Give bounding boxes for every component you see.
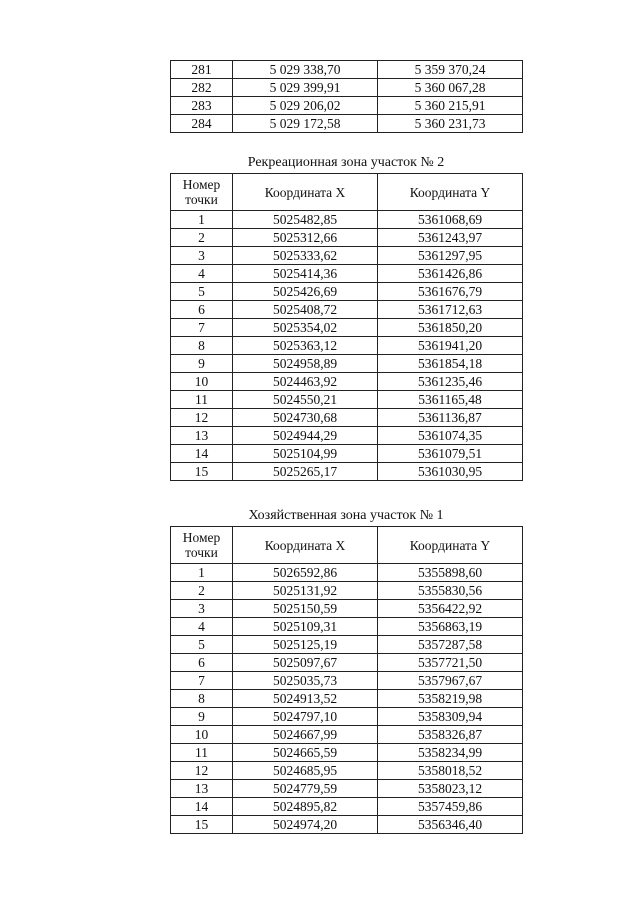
- coordinate-y-cell: 5361850,20: [378, 319, 523, 337]
- coordinate-y-cell: 5357287,58: [378, 636, 523, 654]
- coordinate-y-cell: 5361712,63: [378, 301, 523, 319]
- point-number-cell: 13: [171, 427, 233, 445]
- table-row: [171, 247, 523, 265]
- table-row: [171, 301, 523, 319]
- coordinate-y-cell: 5355830,56: [378, 582, 523, 600]
- coordinate-y-cell: 5357967,67: [378, 672, 523, 690]
- coordinate-y-cell: 5361030,95: [378, 463, 523, 481]
- coordinate-x-cell: 5025333,62: [233, 247, 378, 265]
- coordinate-x-cell: 5025312,66: [233, 229, 378, 247]
- point-number-cell: 6: [171, 654, 233, 672]
- coordinate-y-cell: 5361854,18: [378, 355, 523, 373]
- economic-zone-caption: Хозяйственная зона участок № 1: [248, 508, 444, 523]
- point-number-cell: 2: [171, 582, 233, 600]
- point-number-cell: 9: [171, 355, 233, 373]
- table-row: [171, 337, 523, 355]
- point-number-cell: 12: [171, 762, 233, 780]
- point-number-cell: 9: [171, 708, 233, 726]
- table-row: [171, 762, 523, 780]
- coordinate-y-cell: 5358023,12: [378, 780, 523, 798]
- point-number-cell: 12: [171, 409, 233, 427]
- point-number-cell: 10: [171, 373, 233, 391]
- point-number-cell: 14: [171, 798, 233, 816]
- table-row: [171, 211, 523, 229]
- point-number-cell: 3: [171, 600, 233, 618]
- point-number-cell: 7: [171, 672, 233, 690]
- coordinate-x-cell: 5025035,73: [233, 672, 378, 690]
- coordinate-y-cell: 5 359 370,24: [378, 61, 523, 79]
- table-row: [171, 79, 523, 97]
- table-row: [171, 618, 523, 636]
- coordinate-x-cell: 5025354,02: [233, 319, 378, 337]
- table-row: [171, 463, 523, 481]
- coordinate-y-cell: 5356863,19: [378, 618, 523, 636]
- table-row: [171, 373, 523, 391]
- header-point-number: Номер точки: [171, 174, 233, 211]
- coordinate-y-cell: 5356422,92: [378, 600, 523, 618]
- coordinate-x-cell: 5026592,86: [233, 564, 378, 582]
- table-row: [171, 115, 523, 133]
- table-row: [171, 798, 523, 816]
- coordinate-x-cell: 5 029 399,91: [233, 79, 378, 97]
- point-number-cell: 15: [171, 816, 233, 834]
- coordinate-y-cell: 5 360 231,73: [378, 115, 523, 133]
- coordinate-y-cell: 5 360 215,91: [378, 97, 523, 115]
- point-number-cell: 283: [171, 97, 233, 115]
- table-row: [171, 708, 523, 726]
- coordinate-x-cell: 5025363,12: [233, 337, 378, 355]
- point-number-cell: 1: [171, 564, 233, 582]
- table-row: [171, 672, 523, 690]
- coordinate-y-cell: 5361074,35: [378, 427, 523, 445]
- point-number-cell: 281: [171, 61, 233, 79]
- coordinate-x-cell: 5025408,72: [233, 301, 378, 319]
- coordinate-y-cell: 5356346,40: [378, 816, 523, 834]
- point-number-cell: 2: [171, 229, 233, 247]
- point-number-cell: 1: [171, 211, 233, 229]
- point-number-cell: 282: [171, 79, 233, 97]
- coordinate-y-cell: 5361243,97: [378, 229, 523, 247]
- point-number-cell: 13: [171, 780, 233, 798]
- economic-zone-table: [170, 526, 523, 834]
- table-row: [171, 600, 523, 618]
- coordinate-y-cell: 5361079,51: [378, 445, 523, 463]
- point-number-cell: 8: [171, 337, 233, 355]
- table-header-row: [171, 527, 523, 564]
- coordinate-x-cell: 5024797,10: [233, 708, 378, 726]
- table-row: [171, 816, 523, 834]
- coordinate-x-cell: 5025131,92: [233, 582, 378, 600]
- header-coordinate-y: Координата Y: [378, 527, 523, 564]
- table-row: [171, 564, 523, 582]
- point-number-cell: 8: [171, 690, 233, 708]
- header-point-number: Номер точки: [171, 527, 233, 564]
- table-row: [171, 636, 523, 654]
- coordinate-y-cell: 5358234,99: [378, 744, 523, 762]
- economic-table-body: [171, 564, 523, 834]
- table-row: [171, 445, 523, 463]
- coordinate-y-cell: 5358326,87: [378, 726, 523, 744]
- coordinate-y-cell: 5358219,98: [378, 690, 523, 708]
- table-row: [171, 355, 523, 373]
- coordinate-x-cell: 5025265,17: [233, 463, 378, 481]
- coordinate-y-cell: 5361165,48: [378, 391, 523, 409]
- coordinate-x-cell: 5024667,99: [233, 726, 378, 744]
- point-number-cell: 5: [171, 636, 233, 654]
- header-coordinate-x: Координата X: [233, 527, 378, 564]
- point-number-cell: 6: [171, 301, 233, 319]
- point-number-cell: 4: [171, 618, 233, 636]
- point-number-cell: 5: [171, 283, 233, 301]
- table-row: [171, 283, 523, 301]
- point-number-cell: 3: [171, 247, 233, 265]
- table-row: [171, 654, 523, 672]
- coordinate-x-cell: 5024730,68: [233, 409, 378, 427]
- table-row: [171, 690, 523, 708]
- coordinate-x-cell: 5025097,67: [233, 654, 378, 672]
- table-row: [171, 391, 523, 409]
- point-number-cell: 11: [171, 744, 233, 762]
- coordinate-y-cell: 5 360 067,28: [378, 79, 523, 97]
- point-number-cell: 15: [171, 463, 233, 481]
- table-row: [171, 744, 523, 762]
- coordinate-x-cell: 5024463,92: [233, 373, 378, 391]
- coordinate-x-cell: 5024665,59: [233, 744, 378, 762]
- coordinate-x-cell: 5024944,29: [233, 427, 378, 445]
- table-row: [171, 61, 523, 79]
- table-row: [171, 582, 523, 600]
- point-number-cell: 10: [171, 726, 233, 744]
- header-coordinate-x: Координата X: [233, 174, 378, 211]
- coordinate-x-cell: 5024958,89: [233, 355, 378, 373]
- coordinate-y-cell: 5361297,95: [378, 247, 523, 265]
- coordinate-x-cell: 5 029 172,58: [233, 115, 378, 133]
- point-number-cell: 7: [171, 319, 233, 337]
- table-header-row: [171, 174, 523, 211]
- coordinate-y-cell: 5358018,52: [378, 762, 523, 780]
- coordinate-x-cell: 5024913,52: [233, 690, 378, 708]
- recreational-zone-caption: Рекреационная зона участок № 2: [247, 155, 445, 170]
- coordinate-x-cell: 5024779,59: [233, 780, 378, 798]
- point-number-cell: 284: [171, 115, 233, 133]
- coordinate-y-cell: 5357459,86: [378, 798, 523, 816]
- coordinate-x-cell: 5025482,85: [233, 211, 378, 229]
- recreational-zone-table: [170, 173, 523, 481]
- coordinate-y-cell: 5361941,20: [378, 337, 523, 355]
- coordinate-y-cell: 5358309,94: [378, 708, 523, 726]
- coordinate-y-cell: 5361676,79: [378, 283, 523, 301]
- coordinate-y-cell: 5361235,46: [378, 373, 523, 391]
- coordinate-y-cell: 5361068,69: [378, 211, 523, 229]
- recreational-table-body: [171, 211, 523, 481]
- table-row: [171, 427, 523, 445]
- point-number-cell: 4: [171, 265, 233, 283]
- header-coordinate-y: Координата Y: [378, 174, 523, 211]
- coordinate-y-cell: 5355898,60: [378, 564, 523, 582]
- continuation-coordinates-table: [170, 60, 523, 133]
- table-row: [171, 409, 523, 427]
- coordinate-x-cell: 5024895,82: [233, 798, 378, 816]
- coordinate-x-cell: 5025426,69: [233, 283, 378, 301]
- table-row: [171, 726, 523, 744]
- coordinate-x-cell: 5024974,20: [233, 816, 378, 834]
- point-number-cell: 14: [171, 445, 233, 463]
- coordinate-y-cell: 5361426,86: [378, 265, 523, 283]
- coordinate-x-cell: 5025150,59: [233, 600, 378, 618]
- coordinate-x-cell: 5025109,31: [233, 618, 378, 636]
- coordinate-x-cell: 5024550,21: [233, 391, 378, 409]
- point-number-cell: 11: [171, 391, 233, 409]
- coordinate-x-cell: 5024685,95: [233, 762, 378, 780]
- table-row: [171, 97, 523, 115]
- table-row: [171, 319, 523, 337]
- coordinate-x-cell: 5 029 338,70: [233, 61, 378, 79]
- coordinate-x-cell: 5 029 206,02: [233, 97, 378, 115]
- table-row: [171, 265, 523, 283]
- coordinate-x-cell: 5025125,19: [233, 636, 378, 654]
- coordinate-y-cell: 5361136,87: [378, 409, 523, 427]
- coordinate-x-cell: 5025414,36: [233, 265, 378, 283]
- continuation-table-body: [171, 61, 523, 133]
- table-row: [171, 780, 523, 798]
- table-row: [171, 229, 523, 247]
- coordinate-x-cell: 5025104,99: [233, 445, 378, 463]
- coordinate-y-cell: 5357721,50: [378, 654, 523, 672]
